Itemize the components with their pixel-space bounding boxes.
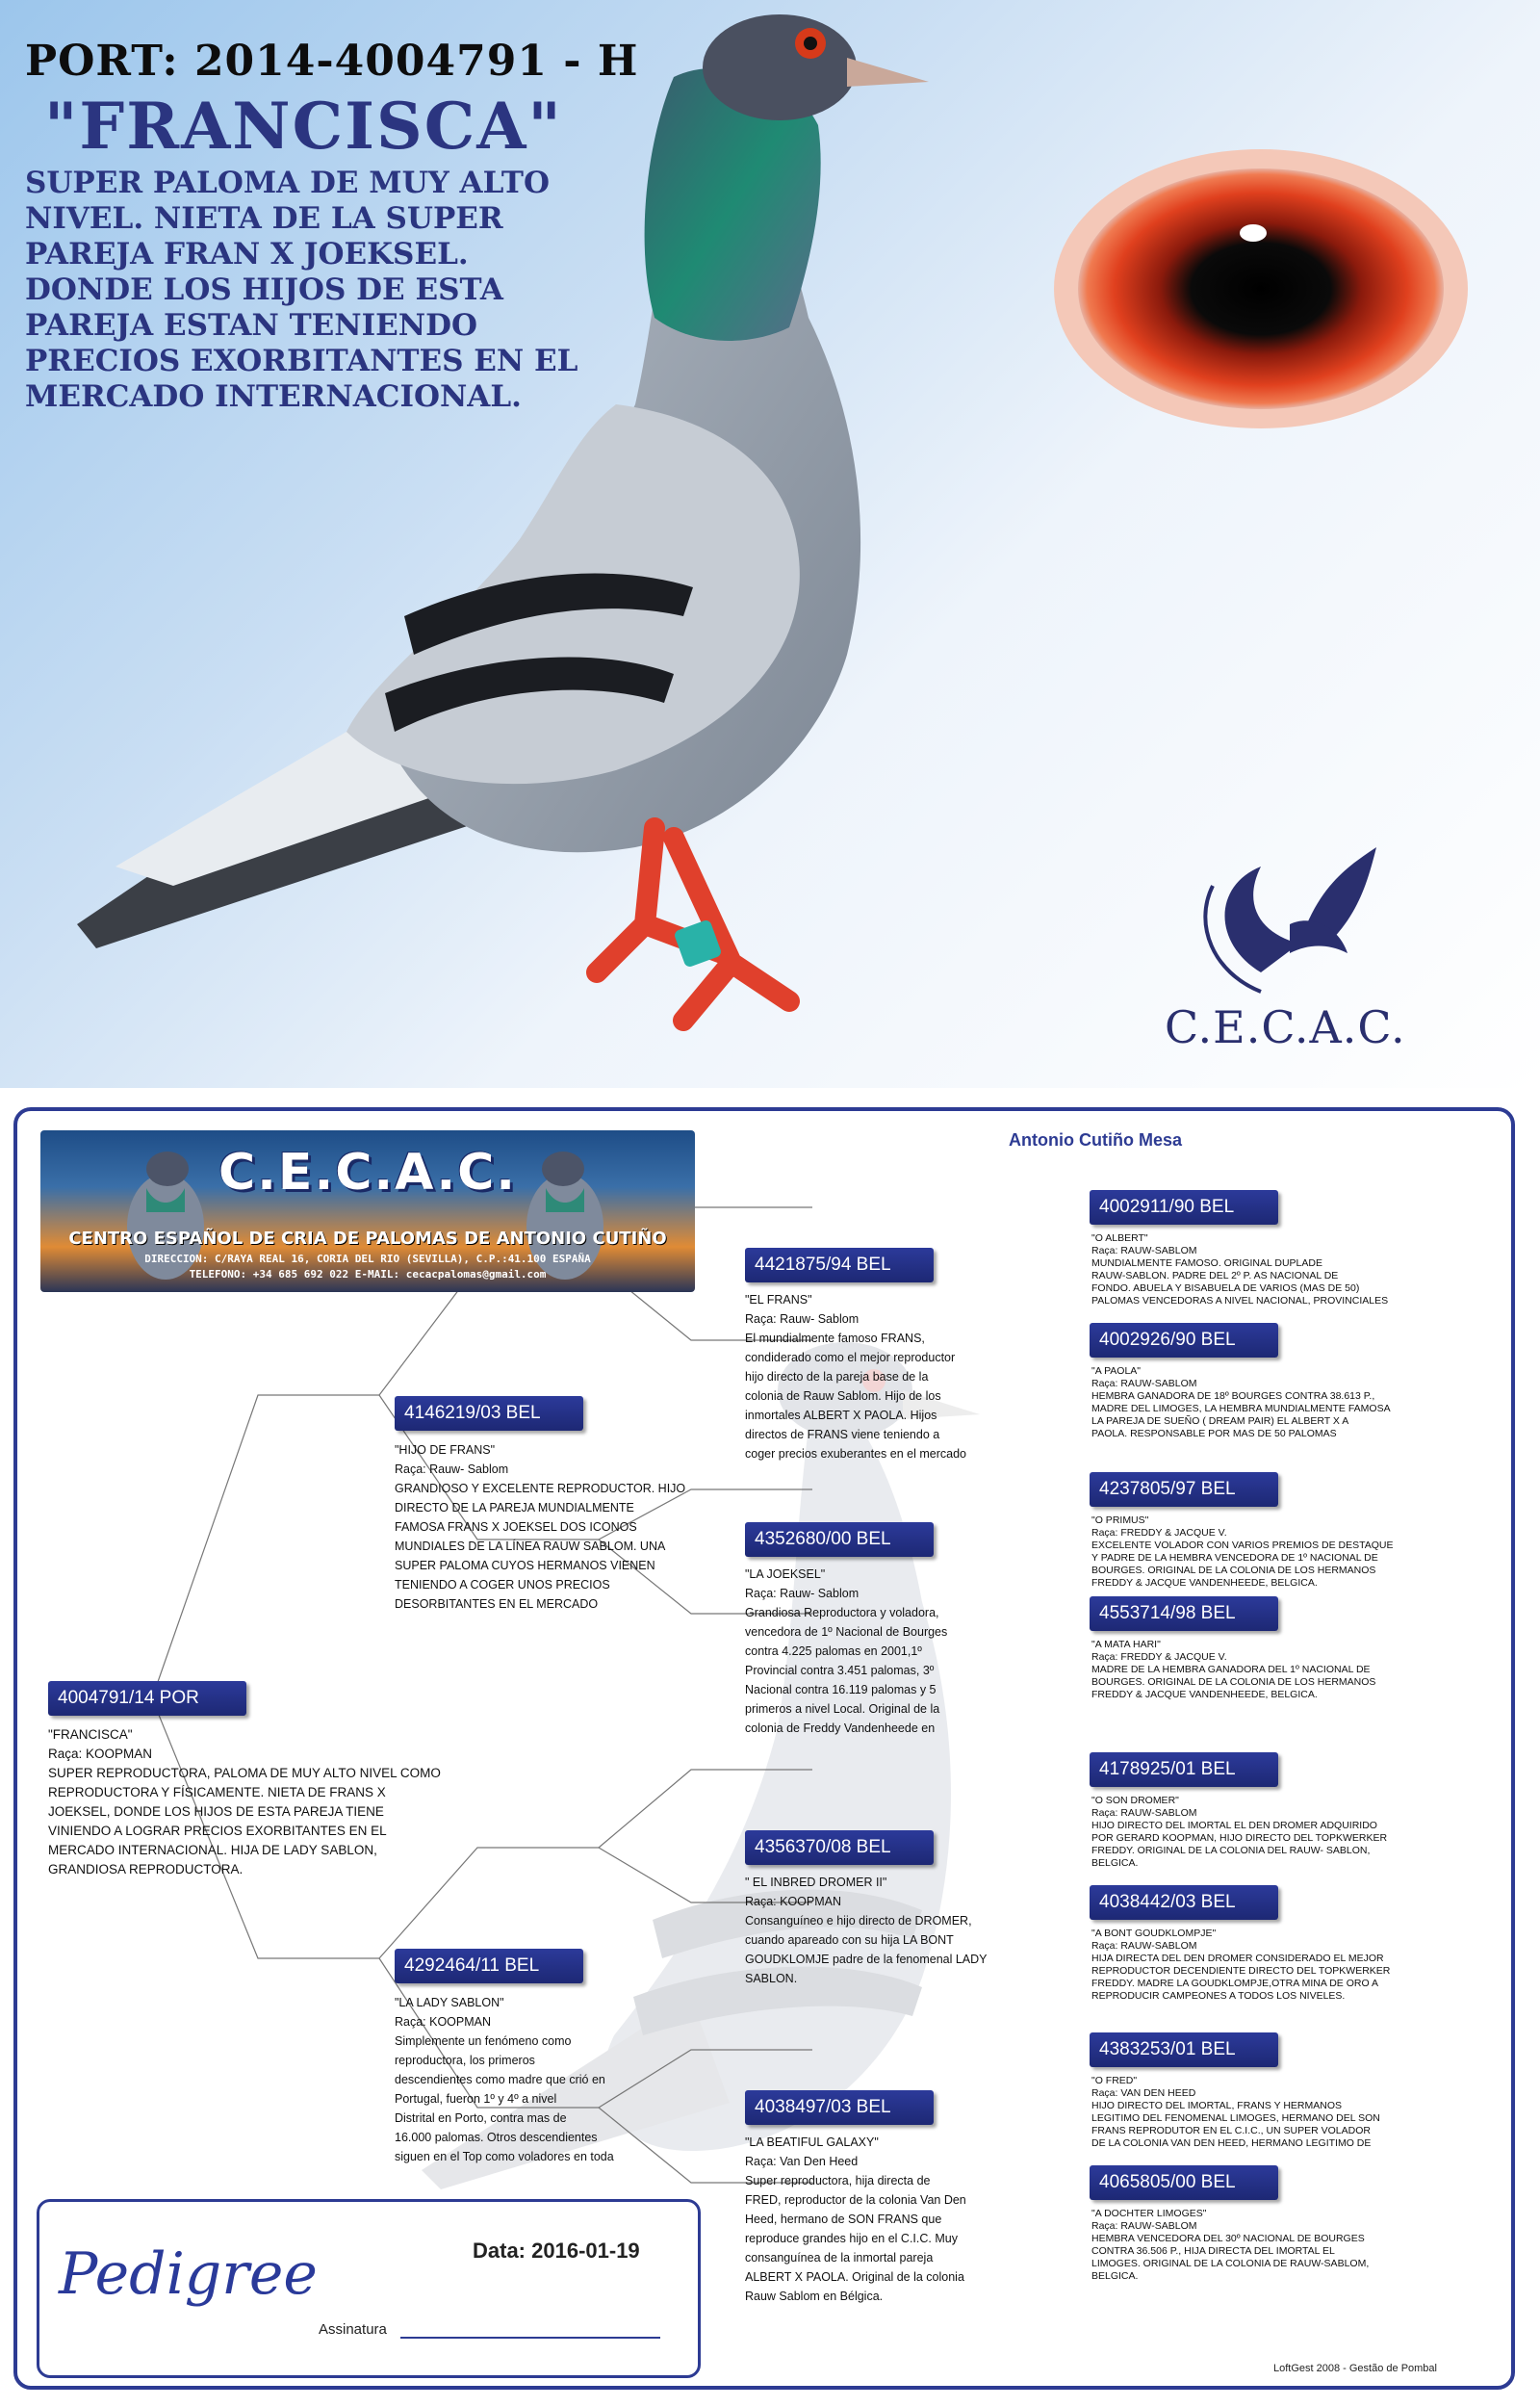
info-line: BELGICA.: [1091, 2270, 1139, 2282]
signature-label: Assinatura: [319, 2321, 387, 2338]
info-line: "O PRIMUS": [1091, 1514, 1149, 1526]
granddam-maternal-ring: 4038497/03 BEL: [745, 2090, 934, 2125]
info-line: Rauw Sablom en Bélgica.: [745, 2290, 884, 2303]
granddam-paternal-info: [745, 1565, 947, 1738]
info-line: MADRE DEL LIMOGES, LA HEMBRA MUNDIALMENTE FAMOSA: [1091, 1403, 1391, 1414]
signature-box: [37, 2199, 701, 2378]
subject-ring: 4004791/14 POR: [48, 1681, 246, 1716]
ggp-ring: 4383253/01 BEL: [1090, 2032, 1278, 2067]
description-line: PRECIOS EXORBITANTES EN EL: [25, 344, 578, 378]
info-line: coger precios exuberantes en el mercado: [745, 1447, 966, 1461]
banner-address: DIRECCION: C/RAYA REAL 16, CORIA DEL RIO (SEVILLA), C.P.:41.100 ESPAÑA: [144, 1253, 591, 1265]
info-line: Raça: RAUW-SABLOM: [1091, 2220, 1197, 2232]
info-line: FRED, reproductor de la colonia Van Den: [745, 2193, 966, 2207]
info-line: Grandiosa Reproductora y voladora,: [745, 1606, 939, 1619]
info-line: Raça: RAUW-SABLOM: [1091, 1378, 1197, 1389]
info-line: HIJO DIRECTO DEL IMORTAL EL DEN DROMER ADQUIRIDO: [1091, 1820, 1377, 1831]
info-line: BOURGES. ORIGINAL DE LA COLONIA DE LOS HERMANOS: [1091, 1565, 1376, 1576]
info-line: LEGITIMO DEL FENOMENAL LIMOGES, HERMANO DEL SON: [1091, 2112, 1380, 2124]
info-line: Raça: KOOPMAN: [395, 2015, 492, 2029]
info-line: FRANS REPRODUTOR EN EL C.I.C., UN SUPER VOLADOR: [1091, 2125, 1371, 2136]
info-line: "A DOCHTER LIMOGES": [1091, 2208, 1207, 2219]
info-line: GRANDIOSO Y EXCELENTE REPRODUCTOR. HIJO: [395, 1482, 686, 1495]
pedigree-date: Data: 2016-01-19: [473, 2239, 640, 2263]
info-line: "EL FRANS": [745, 1293, 812, 1307]
granddam-paternal-ring: 4352680/00 BEL: [745, 1522, 934, 1557]
info-line: directos de FRANS viene teniendo a: [745, 1428, 940, 1441]
info-line: HEMBRA GANADORA DE 18º BOURGES CONTRA 38.613 P.,: [1091, 1390, 1375, 1402]
info-line: reproductora, los primeros: [395, 2054, 535, 2067]
info-line: Raça: Rauw- Sablom: [745, 1587, 860, 1600]
father-ring: 4146219/03 BEL: [395, 1396, 583, 1431]
info-line: Distrital en Porto, contra mas de: [395, 2111, 567, 2125]
pedigree-logo: Pedigree: [59, 2240, 318, 2308]
ggp-info: [1091, 2075, 1380, 2150]
dove-icon: [1155, 828, 1405, 1001]
info-line: consanguínea de la inmortal pareja: [745, 2251, 934, 2265]
info-line: SUPER REPRODUCTORA, PALOMA DE MUY ALTO NIVEL COMO: [48, 1766, 441, 1780]
info-line: ALBERT X PAOLA. Original de la colonia: [745, 2270, 964, 2284]
info-line: reproduce grandes hijo en el C.I.C. Muy: [745, 2232, 958, 2245]
info-line: BELGICA.: [1091, 1857, 1139, 1869]
info-line: Raça: VAN DEN HEED: [1091, 2087, 1196, 2099]
info-line: 16.000 palomas. Otros descendientes: [395, 2131, 598, 2144]
info-line: "HIJO DE FRANS": [395, 1443, 496, 1457]
info-line: JOEKSEL, DONDE LOS HIJOS DE ESTA PAREJA TIENE: [48, 1804, 384, 1819]
granddam-maternal-info: [745, 2133, 966, 2306]
info-line: vencedora de 1º Nacional de Bourges: [745, 1625, 948, 1639]
info-line: Simplemente un fenómeno como: [395, 2034, 572, 2048]
description-line: NIVEL. NIETA DE LA SUPER: [25, 201, 503, 236]
info-line: siguen en el Top como voladores en toda: [395, 2150, 614, 2163]
eye-closeup-photo: [1049, 144, 1473, 433]
description-line: DONDE LOS HIJOS DE ESTA: [25, 272, 503, 307]
info-line: hijo directo de la pareja base de la: [745, 1370, 929, 1384]
info-line: Provincial contra 3.451 palomas, 3º: [745, 1664, 935, 1677]
info-line: Heed, hermano de SON FRANS que: [745, 2213, 942, 2226]
info-line: "O ALBERT": [1091, 1232, 1148, 1244]
info-line: LA PAREJA DE SUEÑO ( DREAM PAIR) EL ALBERT X A: [1091, 1415, 1349, 1427]
signature-line: [400, 2337, 660, 2339]
info-line: EXCELENTE VOLADOR CON VARIOS PREMIOS DE DESTAQUE: [1091, 1540, 1394, 1551]
info-line: "O FRED": [1091, 2075, 1138, 2086]
info-line: contra 4.225 palomas en 2001,1º: [745, 1644, 922, 1658]
info-line: REPRODUCTOR DECENDIENTE DIRECTO DEL TOPKWERKER: [1091, 1965, 1391, 1977]
info-line: "O SON DROMER": [1091, 1795, 1179, 1806]
software-credit: LoftGest 2008 - Gestão de Pombal: [1273, 2363, 1437, 2374]
father-info: [395, 1440, 685, 1614]
info-line: SUPER PALOMA CUYOS HERMANOS VIENEN: [395, 1559, 655, 1572]
ggp-info: [1091, 1639, 1375, 1701]
banner-contact: TELEFONO: +34 685 692 022 E-MAIL: cecacpalomas@gmail.com: [189, 1268, 547, 1281]
info-line: REPRODUCTORA Y FÍSICAMENTE. NIETA DE FRANS X: [48, 1785, 386, 1799]
mother-ring: 4292464/11 BEL: [395, 1949, 583, 1983]
info-line: Raça: FREDDY & JACQUE V.: [1091, 1527, 1227, 1539]
info-line: HEMBRA VENCEDORA DEL 30º NACIONAL DE BOURGES: [1091, 2233, 1365, 2244]
info-line: VINIENDO A LOGRAR PRECIOS EXORBITANTES EN EL: [48, 1824, 387, 1838]
info-line: cuando apareado con su hija LA BONT: [745, 1933, 954, 1947]
info-line: El mundialmente famoso FRANS,: [745, 1332, 925, 1345]
info-line: FAMOSA FRANS X JOEKSEL DOS ICONOS: [395, 1520, 637, 1534]
ggp-ring: 4237805/97 BEL: [1090, 1472, 1278, 1507]
subject-info: [48, 1725, 441, 1879]
info-line: HIJO DIRECTO DEL IMORTAL, FRANS Y HERMANOS: [1091, 2100, 1343, 2111]
info-line: RAUW-SABLON. PADRE DEL 2º P. AS NACIONAL DE: [1091, 1270, 1339, 1281]
info-line: Raça: RAUW-SABLOM: [1091, 1245, 1197, 1256]
info-line: colonia de Freddy Vandenheede en: [745, 1721, 936, 1735]
ggp-ring: 4178925/01 BEL: [1090, 1752, 1278, 1787]
info-line: PALOMAS VENCEDORAS A NIVEL NACIONAL, PROVINCIALES: [1091, 1295, 1389, 1307]
ggp-info: [1091, 1514, 1394, 1590]
ggp-ring: 4002926/90 BEL: [1090, 1323, 1278, 1358]
info-line: MUNDIALMENTE FAMOSO. ORIGINAL DUPLADE: [1091, 1257, 1322, 1269]
info-line: TENIENDO A COGER UNOS PRECIOS: [395, 1578, 610, 1592]
info-line: Raça: KOOPMAN: [48, 1747, 153, 1761]
mother-info: [395, 1993, 614, 2166]
info-line: BOURGES. ORIGINAL DE LA COLONIA DE LOS HERMANOS: [1091, 1676, 1376, 1688]
info-line: Consanguíneo e hijo directo de DROMER,: [745, 1914, 972, 1928]
info-line: DESORBITANTES EN EL MERCADO: [395, 1597, 599, 1611]
poster: [0, 0, 1540, 1088]
info-line: Raça: Rauw- Sablom: [745, 1312, 860, 1326]
info-line: DIRECTO DE LA PAREJA MUNDIALMENTE: [395, 1501, 634, 1514]
info-line: descendientes como madre que crió en: [395, 2073, 605, 2086]
banner-subtitle: CENTRO ESPAÑOL DE CRIA DE PALOMAS DE ANTONIO CUTIÑO: [68, 1229, 667, 1249]
cecac-logo: [1155, 828, 1424, 1059]
ggp-info: [1091, 1928, 1390, 2003]
info-line: "FRANCISCA": [48, 1727, 133, 1742]
owner-name: Antonio Cutiño Mesa: [1009, 1130, 1182, 1150]
description-line: SUPER PALOMA DE MUY ALTO: [25, 166, 550, 200]
info-line: SABLON.: [745, 1972, 798, 1985]
grandsire-maternal-info: [745, 1873, 988, 1988]
info-line: Raça: Van Den Heed: [745, 2155, 859, 2168]
info-line: LIMOGES. ORIGINAL DE LA COLONIA DE RAUW-SABLOM,: [1091, 2258, 1370, 2269]
poster-description: [25, 166, 660, 415]
port-title: PORT: 2014-4004791 - H: [25, 37, 639, 86]
info-line: Raça: RAUW-SABLOM: [1091, 1940, 1197, 1952]
info-line: CONTRA 36.506 P., HIJA DIRECTA DEL IMORTAL EL: [1091, 2245, 1335, 2257]
info-line: MERCADO INTERNACIONAL. HIJA DE LADY SABLON,: [48, 1843, 377, 1857]
info-line: GOUDKLOMJE padre de la fenomenal LADY: [745, 1953, 988, 1966]
info-line: FONDO. ABUELA Y BISABUELA DE VARIOS (MAS DE 50): [1091, 1282, 1360, 1294]
info-line: POR GERARD KOOPMAN, HIJO DIRECTO DEL TOPKWERKER: [1091, 1832, 1388, 1844]
ggp-ring: 4038442/03 BEL: [1090, 1885, 1278, 1920]
info-line: Raça: FREDDY & JACQUE V.: [1091, 1651, 1227, 1663]
info-line: Y PADRE DE LA HEMBRA VENCEDORA DE 1º NACIONAL DE: [1091, 1552, 1378, 1564]
ggp-info: [1091, 1795, 1387, 1870]
info-line: GRANDIOSA REPRODUCTORA.: [48, 1862, 244, 1876]
ggp-info: [1091, 2208, 1369, 2283]
ggp-info: [1091, 1365, 1391, 1440]
info-line: FREDDY. ORIGINAL DE LA COLONIA DEL RAUW- SABLON,: [1091, 1845, 1371, 1856]
info-line: colonia de Rauw Sablom. Hijo de los: [745, 1389, 941, 1403]
info-line: Portugal, fueron 1º y 4º a nivel: [395, 2092, 557, 2106]
info-line: Raça: RAUW-SABLOM: [1091, 1807, 1197, 1819]
info-line: Nacional contra 16.119 palomas y 5: [745, 1683, 937, 1696]
info-line: Super reproductora, hija directa de: [745, 2174, 931, 2187]
info-line: PAOLA. RESPONSABLE POR MAS DE 50 PALOMAS: [1091, 1428, 1337, 1439]
ggp-ring: 4553714/98 BEL: [1090, 1596, 1278, 1631]
grandsire-paternal-info: [745, 1290, 966, 1463]
info-line: DE LA COLONIA VAN DEN HEED, HERMANO LEGITIMO DE: [1091, 2137, 1372, 2149]
banner-title: C.E.C.A.C.: [218, 1144, 517, 1202]
info-line: " EL INBRED DROMER II": [745, 1876, 887, 1889]
info-line: MADRE DE LA HEMBRA GANADORA DEL 1º NACIONAL DE: [1091, 1664, 1371, 1675]
grandsire-maternal-ring: 4356370/08 BEL: [745, 1830, 934, 1865]
ggp-ring: 4065805/00 BEL: [1090, 2165, 1278, 2200]
bird-name: "FRANCISCA": [44, 89, 563, 164]
ggp-info: [1091, 1232, 1388, 1307]
info-line: primeros a nivel Local. Original de la: [745, 1702, 940, 1716]
info-line: "A BONT GOUDKLOMPJE": [1091, 1928, 1217, 1939]
info-line: "A MATA HARI": [1091, 1639, 1161, 1650]
cecac-banner: [40, 1130, 695, 1292]
info-line: "LA JOEKSEL": [745, 1567, 826, 1581]
ggp-ring: 4002911/90 BEL: [1090, 1190, 1278, 1225]
info-line: Raça: KOOPMAN: [745, 1895, 842, 1908]
info-line: "LA LADY SABLON": [395, 1996, 504, 2009]
pedigree-chart: [13, 1107, 1515, 2390]
info-line: FREDDY. MADRE LA GOUDKLOMPJE,OTRA MINA DE ORO A: [1091, 1978, 1378, 1989]
info-line: "LA BEATIFUL GALAXY": [745, 2135, 879, 2149]
info-line: FREDDY & JACQUE VANDENHEEDE, BELGICA.: [1091, 1689, 1318, 1700]
info-line: MUNDIALES DE LA LÍNEA RAUW SABLOM. UNA: [395, 1540, 666, 1553]
info-line: REPRODUCIR CAMPEONES A TODOS LOS NIVELES.: [1091, 1990, 1346, 2002]
grandsire-paternal-ring: 4421875/94 BEL: [745, 1248, 934, 1282]
info-line: condiderado como el mejor reproductor: [745, 1351, 956, 1364]
info-line: Raça: Rauw- Sablom: [395, 1462, 509, 1476]
description-line: PAREJA FRAN X JOEKSEL.: [25, 237, 469, 272]
info-line: "A PAOLA": [1091, 1365, 1142, 1377]
cecac-logo-text: C.E.C.A.C.: [1165, 1001, 1406, 1053]
info-line: FREDDY & JACQUE VANDENHEEDE, BELGICA.: [1091, 1577, 1318, 1589]
description-line: PAREJA ESTAN TENIENDO: [25, 308, 477, 343]
info-line: inmortales ALBERT X PAOLA. Hijos: [745, 1409, 937, 1422]
info-line: HIJA DIRECTA DEL DEN DROMER CONSIDERADO EL MEJOR: [1091, 1953, 1384, 1964]
description-line: MERCADO INTERNACIONAL.: [25, 379, 522, 414]
